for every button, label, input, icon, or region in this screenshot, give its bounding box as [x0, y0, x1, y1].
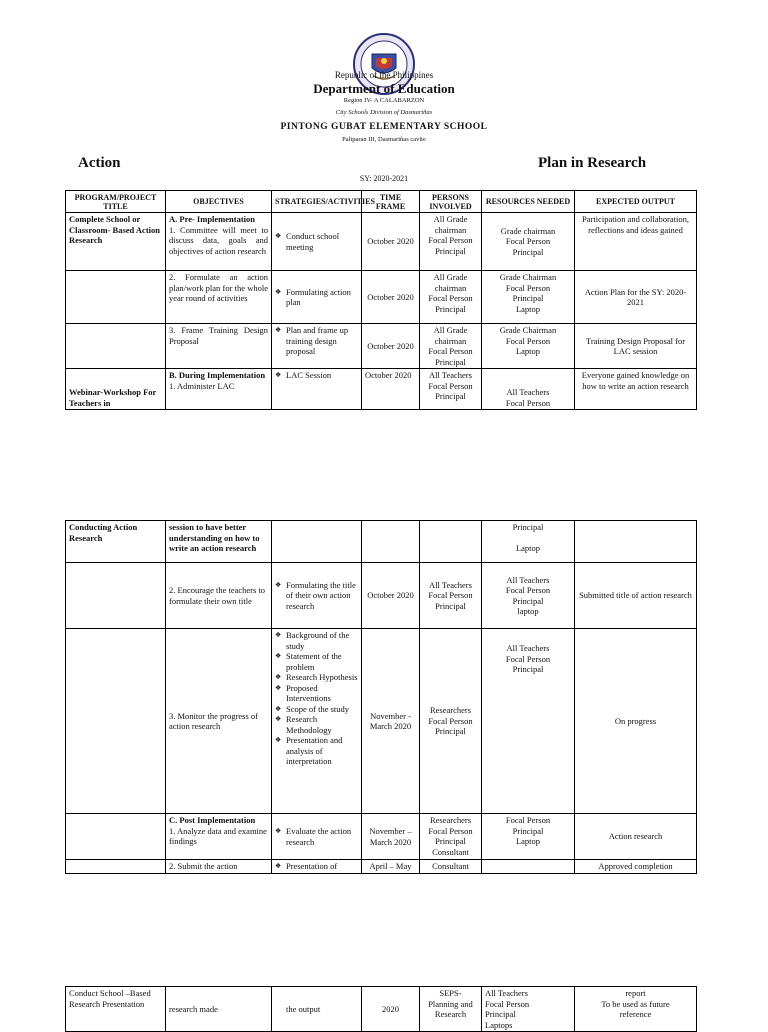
person-item: Consultant [432, 861, 469, 871]
persons-cell [420, 213, 482, 271]
output-cell: Everyone gained knowledge on how to write an action research [575, 369, 697, 410]
strategy-cell [272, 324, 362, 369]
objective-cell [166, 814, 272, 860]
output-cell: Action research [575, 814, 697, 860]
resource-item: laptop [517, 606, 539, 616]
program-cell [66, 860, 166, 874]
strategy-item: ❖ LAC Session [275, 370, 358, 381]
objective-cell [166, 213, 272, 271]
division-line: City Schools Division of Dasmariñas [335, 109, 433, 116]
resource-item: Focal Person [505, 653, 551, 664]
strategy-cell [272, 369, 362, 410]
persons-cell [420, 563, 482, 629]
region-line: Region IV- A CALABARZON [343, 97, 425, 104]
table-row [66, 521, 697, 563]
strategy-item: ❖ Research Hypothesis [275, 672, 358, 683]
objective-heading: A. Pre- Implementation [169, 214, 256, 224]
resource-item: All Teachers [506, 387, 550, 397]
department-name: Department of Education [313, 81, 455, 96]
resources-cell [482, 987, 575, 1032]
time-cell: October 2020 [362, 213, 420, 271]
action-plan-table-page1 [65, 190, 697, 410]
time-cell: November – March 2020 [362, 814, 420, 860]
objective-cell [166, 369, 272, 410]
person-item: Principal [435, 391, 466, 401]
person-item: Researchers [429, 705, 472, 716]
resource-item: Principal [512, 293, 544, 303]
time-cell: October 2020 [362, 271, 420, 324]
program-cell [66, 271, 166, 324]
strategy-item: ❖ Proposed Interventions [275, 683, 358, 704]
strategy-cell [272, 814, 362, 860]
output-cell: On progress [575, 629, 697, 814]
output-cell: Submitted title of action research [575, 563, 697, 629]
strategy-item: ❖ Presentation of [275, 861, 358, 872]
col-header-program: PROGRAM/PROJECT TITLE [66, 191, 166, 213]
resource-item: Principal [512, 825, 544, 836]
resource-item: Focal Person [505, 585, 551, 595]
strategy-cell [272, 521, 362, 563]
table-row [66, 271, 697, 324]
resource-item: Laptop [515, 542, 541, 553]
strategy-cell: the output [272, 987, 362, 1032]
time-cell: April – May [362, 860, 420, 874]
persons-cell [420, 324, 482, 369]
objective-text: 1. Analyze data and examine findings [169, 825, 267, 846]
person-item: Focal Person [428, 346, 473, 356]
time-cell: 2020 [362, 987, 420, 1032]
persons-cell [420, 369, 482, 410]
person-item: Principal [435, 245, 466, 256]
person-item: Focal Person [428, 590, 473, 601]
output-item: To be used as future [601, 998, 670, 1009]
strategy-cell [272, 860, 362, 874]
resource-item: Laptop [515, 303, 541, 314]
resource-item: Grade chairman [500, 225, 556, 236]
program-cell: Conducting Action Research [66, 521, 166, 563]
person-item: All Teachers [429, 579, 472, 590]
table-row [66, 324, 697, 369]
resource-item: Focal Person [505, 335, 551, 346]
school-year: SY: 2020-2021 [359, 174, 409, 183]
strategy-cell [272, 271, 362, 324]
table-header-row [66, 191, 697, 213]
output-item: reference [619, 1009, 652, 1019]
persons-cell [420, 987, 482, 1032]
person-item: All Grade chairman [433, 214, 468, 235]
table-row [66, 629, 697, 814]
person-item: All Grade chairman [433, 325, 468, 346]
program-cell: Complete School or Classroom- Based Action Research [66, 213, 166, 271]
resources-cell [482, 521, 575, 563]
strategy-item: ❖ Evaluate the action research [275, 826, 358, 847]
col-header-resources: RESOURCES NEEDED [482, 191, 575, 213]
person-item: Focal Person [428, 715, 473, 726]
resource-item: Focal Person [505, 815, 551, 825]
program-cell [66, 629, 166, 814]
resource-item: Principal [512, 664, 544, 674]
table-row [66, 987, 697, 1032]
title-right: Plan in Research [538, 155, 647, 171]
objective-heading: B. During Implementation [169, 370, 266, 380]
objective-heading: C. Post Implementation [169, 815, 256, 825]
persons-cell [420, 629, 482, 814]
resource-item: Grade Chairman [499, 325, 557, 335]
time-cell: October 2020 [362, 369, 420, 410]
strategy-cell [272, 213, 362, 271]
objective-cell: session to have better understanding on how to write an action research [166, 521, 272, 563]
person-item: Focal Person [428, 825, 473, 836]
resources-cell [482, 629, 575, 814]
objective-cell: 3. Frame Training Design Proposal [166, 324, 272, 369]
strategy-item: ❖ Scope of the study [275, 704, 358, 715]
col-header-persons: PERSONS INVOLVED [420, 191, 482, 213]
resource-item: Principal [512, 595, 544, 606]
output-cell: Action Plan for the SY: 2020-2021 [575, 271, 697, 324]
person-item: Focal Person [428, 293, 473, 303]
strategy-item: ❖ Plan and frame up training design proposal [275, 325, 358, 357]
time-cell: November -March 2020 [362, 629, 420, 814]
objective-text: 1. Committee will meet to discuss data, goals and objectives of action research [169, 224, 268, 256]
resource-item: All Teachers [506, 574, 550, 585]
person-item: Principal [435, 303, 466, 314]
resource-item: Laptop [515, 346, 541, 356]
person-item: Focal Person [428, 380, 473, 391]
resource-item: All Teachers [506, 643, 550, 653]
program-cell [66, 324, 166, 369]
resource-item: Principal [512, 522, 544, 532]
persons-cell [420, 860, 482, 874]
resources-cell [482, 860, 575, 874]
action-plan-table-page2 [65, 520, 697, 874]
strategy-cell [272, 629, 362, 814]
objective-cell: 3. Monitor the progress of action research [166, 629, 272, 814]
objective-cell: 2. Formulate an action plan/work plan for the whole year round of activities [166, 271, 272, 324]
resource-item: Focal Person [505, 397, 551, 408]
program-cell: Webinar-Workshop For Teachers in [66, 369, 166, 410]
table-row [66, 814, 697, 860]
col-header-strategies: STRATEGIES/ACTIVITIES [272, 191, 362, 213]
output-cell: Training Design Proposal for LAC session [575, 324, 697, 369]
table-row [66, 563, 697, 629]
output-cell: Approved completion [575, 860, 697, 874]
time-cell: October 2020 [362, 324, 420, 369]
resources-cell [482, 271, 575, 324]
person-item: Research [434, 1009, 467, 1019]
resource-item: Focal Person [505, 236, 551, 247]
person-item: All Teachers [429, 370, 472, 380]
person-item: Planning and [428, 998, 473, 1009]
program-cell [66, 814, 166, 860]
resources-cell [482, 563, 575, 629]
school-name: PINTONG GUBAT ELEMENTARY SCHOOL [280, 122, 488, 132]
resource-item: Grade Chairman [499, 272, 557, 282]
objective-cell: 2. Encourage the teachers to formulate their own title [166, 563, 272, 629]
table-row [66, 213, 697, 271]
col-header-time-frame: TIME FRAME [362, 191, 420, 213]
objective-text: 1. Administer LAC [169, 380, 235, 391]
strategy-item: ❖ Formulating the title of their own action research [275, 580, 358, 612]
person-item: Principal [435, 356, 466, 367]
action-plan-table-page3 [65, 986, 697, 1032]
person-item: Focal Person [428, 235, 473, 245]
resource-item: Principal [512, 246, 544, 257]
resources-cell [482, 369, 575, 410]
resource-item: Laptops [485, 1019, 513, 1030]
output-cell [575, 521, 697, 563]
time-cell: October 2020 [362, 563, 420, 629]
objective-cell: 2. Submit the action [166, 860, 272, 874]
resources-cell [482, 213, 575, 271]
table-row [66, 860, 697, 874]
col-header-output: EXPECTED OUTPUT [575, 191, 697, 213]
title-left: Action [78, 155, 121, 171]
strategy-item: ❖ Presentation and analysis of interpretation [275, 735, 358, 767]
persons-cell [420, 521, 482, 563]
strategy-item: ❖ Research Methodology [275, 714, 358, 735]
strategy-item: ❖ Background of the study [275, 630, 358, 651]
output-item: report [625, 988, 646, 998]
strategy-item: ❖ Formulating action plan [275, 287, 358, 308]
school-address: Paliparan III, Dasmariñas cavite [342, 136, 426, 143]
person-item: Researchers [429, 815, 472, 825]
republic-line: Republic of the Philippines [334, 70, 434, 80]
resource-item: Laptop [515, 836, 541, 846]
person-item: SEPS- [439, 988, 462, 998]
table-row [66, 369, 697, 410]
strategy-cell [272, 563, 362, 629]
resource-item: All Teachers [485, 988, 528, 998]
resource-item: Principal [485, 1009, 516, 1019]
person-item: Principal [435, 726, 466, 737]
resources-cell [482, 814, 575, 860]
objective-cell: research made [166, 987, 272, 1032]
resource-item: Focal Person [485, 998, 530, 1009]
resource-item [485, 533, 571, 543]
program-cell: Conduct School –Based Research Presentation [66, 987, 166, 1032]
persons-cell [420, 271, 482, 324]
strategy-item: ❖ Conduct school meeting [275, 231, 358, 252]
strategy-item: ❖ Statement of the problem [275, 651, 358, 672]
program-cell [66, 563, 166, 629]
time-cell [362, 521, 420, 563]
resources-cell [482, 324, 575, 369]
person-item: Principal [435, 600, 466, 611]
output-cell: Participation and collaboration, reflections and ideas gained [575, 213, 697, 271]
person-item: All Grade chairman [433, 272, 468, 293]
col-header-objectives: OBJECTIVES [166, 191, 272, 213]
persons-cell [420, 814, 482, 860]
resource-item: Focal Person [505, 282, 551, 293]
output-cell [575, 987, 697, 1032]
person-item: Consultant [432, 846, 469, 857]
person-item: Principal [435, 836, 466, 846]
